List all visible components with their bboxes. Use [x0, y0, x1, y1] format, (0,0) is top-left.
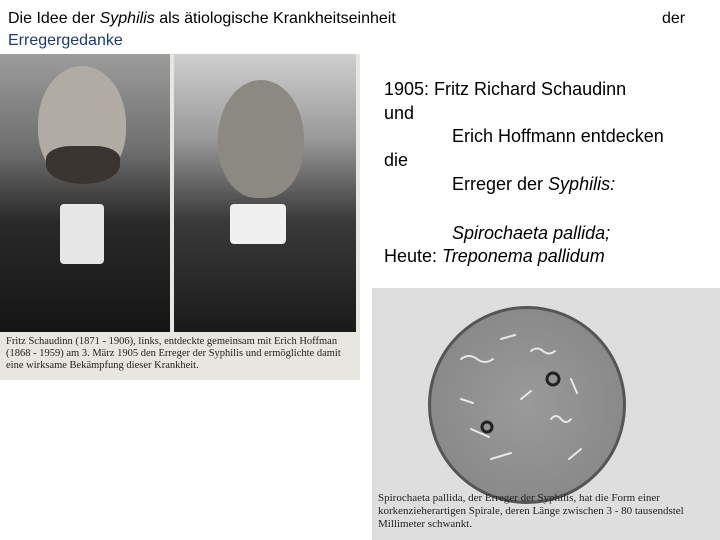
main-line-4: die — [384, 150, 409, 170]
photo-caption-left: Fritz Schaudinn (1871 - 1906), links, entdeckte gemeinsam mit Erich Hoffman (1868 - 1959) am 3. März 1905 den Erreger der Syphilis und ermöglichte damit eine wirksame Bekämpfung dieser Krankheit. — [6, 336, 341, 371]
portrait-photo — [0, 54, 360, 380]
microscope-photo — [372, 288, 720, 540]
line7-prefix: Heute: — [384, 246, 443, 266]
line5-prefix: Erreger der — [452, 174, 549, 194]
title-italic: Syphilis — [99, 10, 155, 27]
slide-subtitle: Erregergedanke — [8, 32, 123, 49]
petri-dish — [428, 306, 626, 504]
main-line-6 — [452, 222, 610, 244]
main-line-2: und — [384, 103, 415, 123]
line7-italic: Treponema pallidum — [442, 246, 605, 266]
line5-italic: Syphilis: — [548, 174, 616, 194]
title-prefix: Die Idee der — [8, 10, 100, 27]
main-line-5 — [452, 173, 615, 195]
collar-shape — [60, 204, 104, 264]
main-line-1: 1905: Fritz Richard Schaudinn — [384, 79, 627, 99]
photo-caption-right: Spirochaeta pallida, der Erreger der Syphilis, hat die Form einer korkenzieherartigen Spirale, deren Länge zwischen 3 - 80 tausendstel Millimeter schwankt. — [378, 492, 684, 530]
spirochete-shapes — [431, 309, 623, 501]
main-line-3: Erich Hoffmann entdecken — [452, 126, 664, 146]
main-line-7 — [384, 245, 605, 267]
line6-italic: Spirochaeta pallida; — [452, 223, 611, 243]
portrait-hoffmann — [174, 54, 356, 332]
title-suffix: als ätiologische Krankheitseinheit — [154, 10, 396, 27]
face-shape — [218, 80, 304, 198]
portrait-schaudinn — [0, 54, 170, 332]
beard-shape — [46, 146, 120, 184]
title-right: der — [662, 10, 686, 27]
collar-shape — [230, 204, 286, 244]
slide-title — [8, 9, 396, 29]
